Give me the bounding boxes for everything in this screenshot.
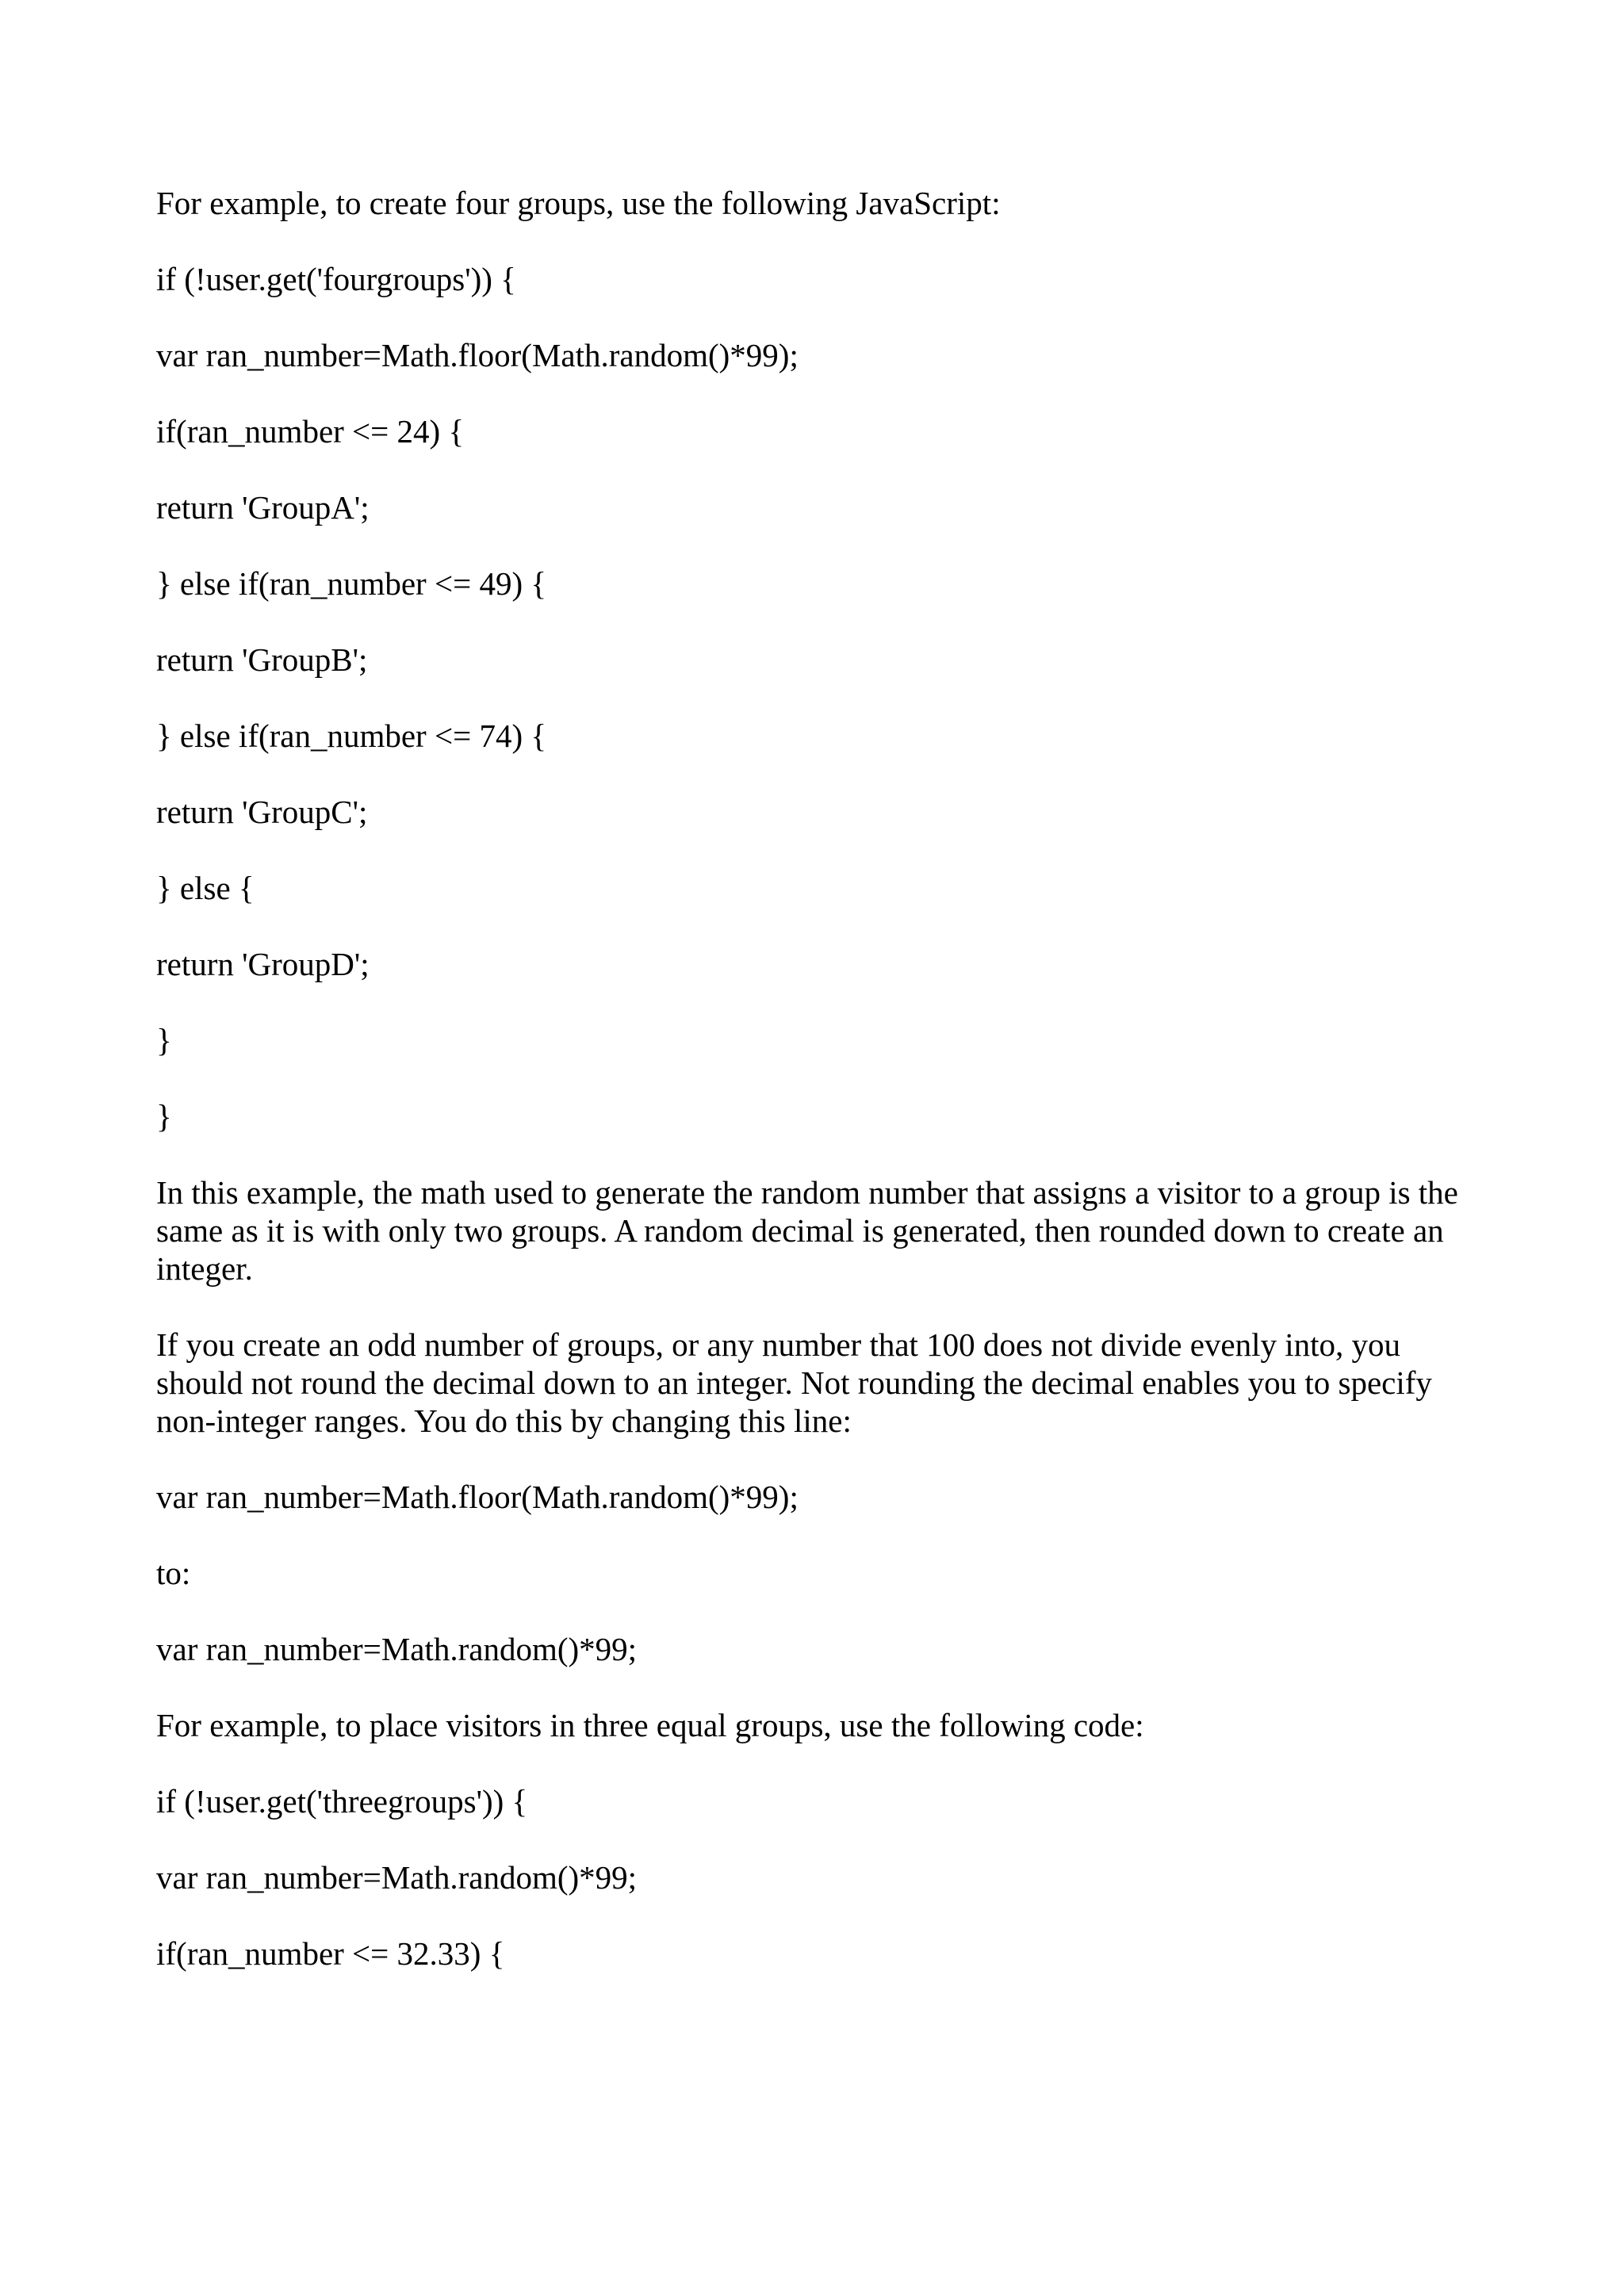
three-groups-intro: For example, to place visitors in three equal groups, use the following code: (156, 1707, 1144, 1743)
code-line: } (156, 1022, 172, 1058)
code-line: return 'GroupB'; (156, 641, 368, 678)
code-line: } else if(ran_number <= 74) { (156, 718, 547, 754)
code-new-line: var ran_number=Math.random()*99; (156, 1631, 638, 1667)
odd-groups-paragraph: If you create an odd number of groups, or any number that 100 does not divide evenly into, you should not round the decimal down to an integer. Not rounding the decimal enables you to specify non-integer ranges. You do this by changing this line: (156, 1326, 1432, 1439)
code-line: } else if(ran_number <= 49) { (156, 565, 547, 602)
code-line: return 'GroupD'; (156, 946, 370, 982)
code-line: if(ran_number <= 24) { (156, 413, 465, 450)
document-body (156, 184, 1488, 2011)
code-line: if (!user.get('threegroups')) { (156, 1783, 528, 1820)
code-line: if (!user.get('fourgroups')) { (156, 261, 516, 297)
code-line: return 'GroupC'; (156, 794, 368, 830)
code-old-line: var ran_number=Math.floor(Math.random()*99); (156, 1479, 799, 1515)
code-line: if(ran_number <= 32.33) { (156, 1935, 505, 1972)
code-line: } (156, 1098, 172, 1135)
explanation-paragraph: In this example, the math used to generate the random number that assigns a visitor to a group is the same as it is with only two groups. A random decimal is generated, then rounded down to create an integer. (156, 1174, 1458, 1287)
code-line: } else { (156, 870, 255, 906)
code-line: return 'GroupA'; (156, 489, 370, 526)
code-line: var ran_number=Math.random()*99; (156, 1859, 638, 1896)
code-block-four-groups (156, 260, 1488, 1135)
intro-text: For example, to create four groups, use the following JavaScript: (156, 185, 1001, 221)
to-label: to: (156, 1555, 191, 1591)
code-line: var ran_number=Math.floor(Math.random()*99); (156, 337, 799, 373)
code-block-three-groups (156, 1782, 1488, 1973)
